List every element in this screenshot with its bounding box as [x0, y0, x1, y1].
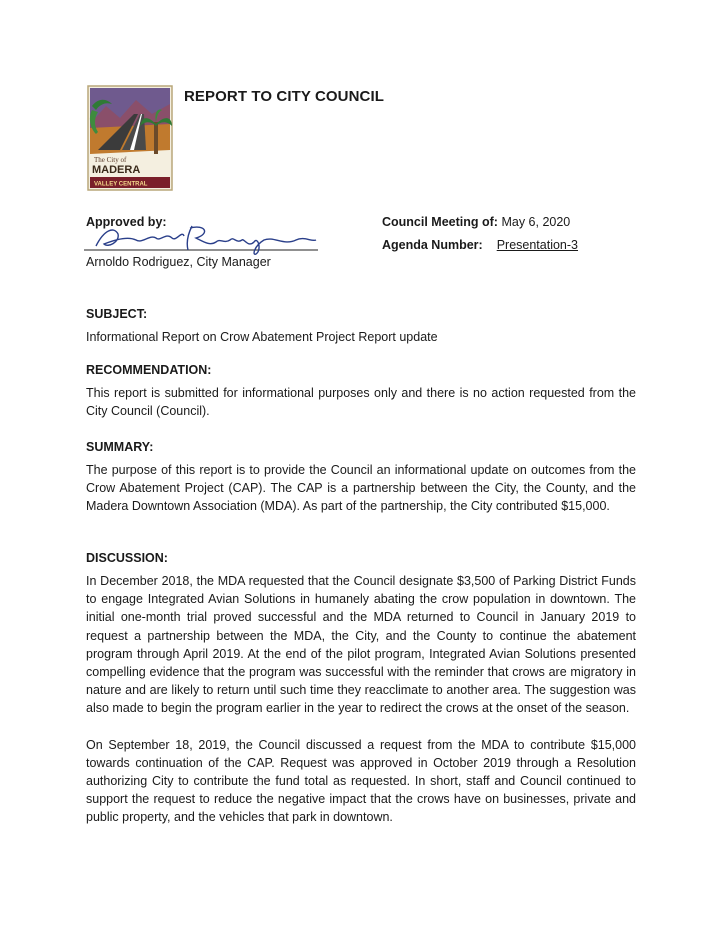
recommendation-heading: RECOMMENDATION: — [86, 363, 212, 377]
agenda-number-line — [382, 238, 578, 252]
summary-text: The purpose of this report is to provide the Council an informational update on outcomes from the Crow Abatement Project (CAP). The CAP is a partnership between the City, the County, and the Madera Downtown Association (MDA). As part of the partnership, the City contributed $15,000. — [86, 463, 636, 514]
summary-heading: SUMMARY: — [86, 440, 154, 454]
subject-section — [86, 307, 636, 346]
agenda-number-label: Agenda Number: — [382, 238, 483, 252]
council-meeting-date: May 6, 2020 — [501, 215, 571, 229]
logo-line-2: MADERA — [92, 164, 141, 176]
signature-image — [84, 220, 318, 256]
recommendation-text: This report is submitted for informational purposes only and there is no action requested from the City Council (Council). — [86, 386, 636, 419]
logo-line-1: The City of — [94, 156, 127, 164]
discussion-heading: DISCUSSION: — [86, 551, 168, 565]
subject-text: Informational Report on Crow Abatement Project Report update — [86, 330, 438, 344]
discussion-paragraph-1: In December 2018, the MDA requested that the Council designate $3,500 of Parking District Funds to engage Integrated Avian Solutions in humanely abating the crow population in downtown. The initial one-month trial proved successful and the MDA returned to Council in January 2019 to request a partnership between the MDA, the City, and the County to continue the abatement program through April 2019. At the end of the pilot program, Integrated Avian Solutions presented compelling evidence that the program was successful with the reminder that crows are migratory in nature and are likely to return until such time they reacclimate to another area. The suggestion was also made to begin the program earlier in the year to redirect the crows at the onset of the season. — [86, 574, 636, 716]
discussion-paragraph-2: On September 18, 2019, the Council discussed a request from the MDA to contribute $15,000 towards continuation of the CAP. Request was approved in October 2019 through a Resolution authorizing City to contribute the fund total as requested. In short, staff and Council continued to support the request to reduce the negative impact that the crows have on businesses, private and public property, and the vehicles that park in downtown. — [86, 737, 636, 825]
approved-by-label: Approved by: — [86, 215, 167, 229]
city-of-madera-logo — [86, 84, 174, 192]
discussion-section — [86, 551, 636, 827]
agenda-number-value: Presentation-3 — [496, 238, 579, 252]
summary-section — [86, 440, 636, 516]
city-manager-name: Arnoldo Rodriguez, City Manager — [86, 255, 271, 269]
recommendation-section — [86, 363, 636, 420]
report-title: REPORT TO CITY COUNCIL — [184, 88, 384, 105]
logo-line-3: VALLEY CENTRAL — [94, 181, 148, 188]
council-meeting-line — [382, 215, 570, 229]
subject-heading: SUBJECT: — [86, 307, 148, 321]
council-meeting-label: Council Meeting of: — [382, 215, 498, 229]
